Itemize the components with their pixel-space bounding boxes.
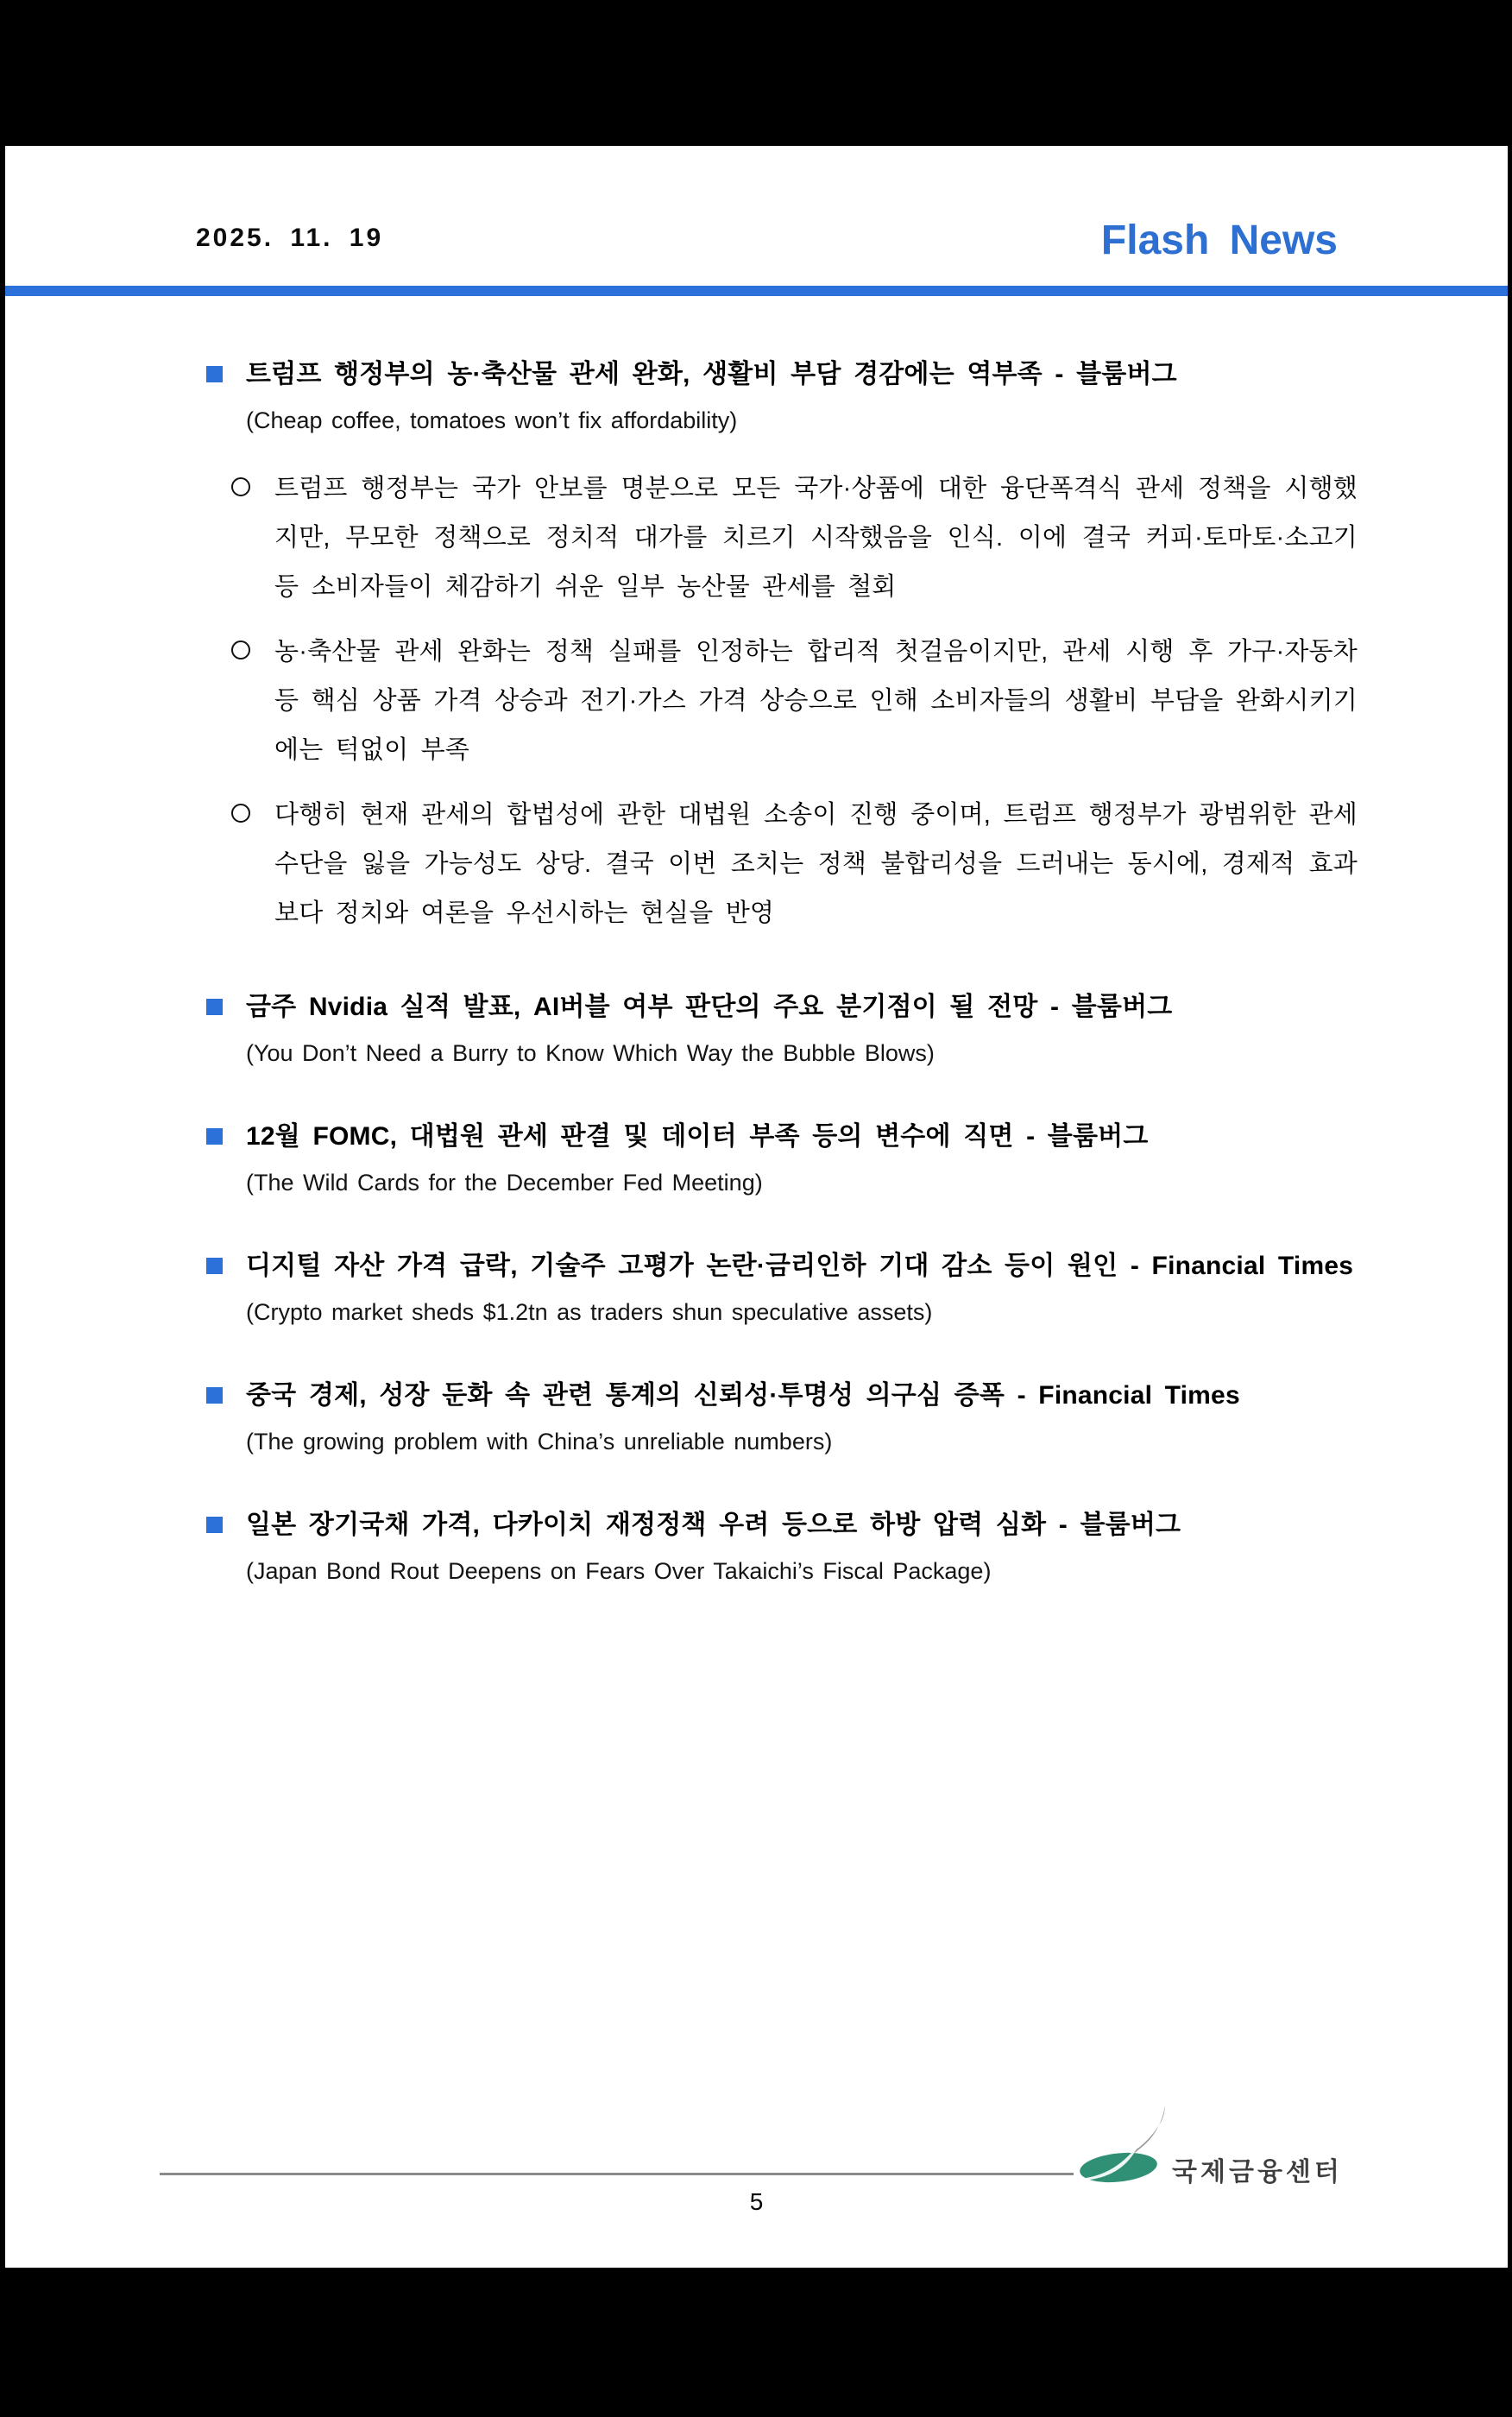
circle-bullet-icon [231,804,250,823]
news-subtitle-en: (Crypto market sheds $1.2tn as traders shun speculative assets) [246,1299,933,1325]
sub-bullet-item [231,628,1358,775]
news-item-headline-row [206,1250,1358,1283]
square-bullet-icon [206,999,223,1015]
news-item [206,358,1358,938]
kcif-logo-text: 국제금융센터 [1172,2158,1343,2187]
square-bullet-icon [206,366,223,382]
circle-bullet-icon [231,477,250,496]
kcif-logo-icon [1075,2102,1172,2184]
footer-divider [160,2173,1074,2175]
circle-bullet-icon [231,641,250,659]
news-item-headline-row [206,358,1358,391]
news-item [206,1250,1358,1327]
news-item-headline-row [206,991,1358,1024]
news-subtitle-en: (Japan Bond Rout Deepens on Fears Over Takaichi’s Fiscal Package) [246,1558,992,1584]
news-list [206,358,1358,1586]
news-headline: 트럼프 행정부의 농·축산물 관세 완화, 생활비 부담 경감에는 역부족 - 블룸버그 [246,360,1177,388]
news-item [206,1120,1358,1197]
sub-bullet-item [231,464,1358,612]
page-number: 5 [749,2188,764,2215]
news-subtitle-en: (You Don’t Need a Burry to Know Which Way the Bubble Blows) [246,1040,935,1066]
square-bullet-icon [206,1128,223,1145]
flash-news-title: Flash News [1100,218,1338,263]
sub-bullet-text: 다행히 현재 관세의 합법성에 관한 대법원 소송이 진행 중이며, 트럼프 행정부가 광범위한 관세 수단을 잃을 가능성도 상당. 결국 이번 조치는 정책 불합리성을 드러내는 동시에, 경제적 효과보다 정치와 여론을 우선시하는 현실을 반영 [274,801,1358,927]
document-page [5,146,1508,2268]
square-bullet-icon [206,1517,223,1533]
news-item-headline-row [206,1509,1358,1542]
news-item-headline-row [206,1379,1358,1412]
news-item-headline-row [206,1120,1358,1153]
square-bullet-icon [206,1387,223,1404]
news-subtitle-en: (The growing problem with China’s unreliable numbers) [246,1429,833,1455]
news-headline: 일본 장기국채 가격, 다카이치 재정정책 우려 등으로 하방 압력 심화 - 블룸버그 [246,1511,1181,1539]
news-subtitle-en: (Cheap coffee, tomatoes won’t fix affordability) [246,407,738,433]
document-date: 2025. 11. 19 [196,224,384,252]
news-headline: 12월 FOMC, 대법원 관세 판결 및 데이터 부족 등의 변수에 직면 - 블룸버그 [246,1122,1149,1151]
news-headline: 디지털 자산 가격 급락, 기술주 고평가 논란·금리인하 기대 감소 등이 원인 - Financial Times [246,1252,1354,1280]
header-divider [5,286,1508,296]
sub-bullet-text: 트럼프 행정부는 국가 안보를 명분으로 모든 국가·상품에 대한 융단폭격식 관세 정책을 시행했지만, 무모한 정책으로 정치적 대가를 치르기 시작했음을 인식. 이에 결국 커피·토마토·소고기 등 소비자들이 체감하기 쉬운 일부 농산물 관세를 철회 [274,475,1358,601]
news-item [206,991,1358,1068]
square-bullet-icon [206,1258,223,1274]
sub-bullet-item [231,791,1358,938]
news-subtitle-en: (The Wild Cards for the December Fed Meeting) [246,1170,763,1196]
news-headline: 금주 Nvidia 실적 발표, AI버블 여부 판단의 주요 분기점이 될 전망 - 블룸버그 [246,993,1173,1021]
news-item [206,1509,1358,1586]
sub-bullet-text: 농·축산물 관세 완화는 정책 실패를 인정하는 합리적 첫걸음이지만, 관세 시행 후 가구·자동차 등 핵심 상품 가격 상승과 전기·가스 가격 상승으로 인해 소비자들의 생활비 부담을 완화시키기에는 턱없이 부족 [274,638,1358,764]
news-item [206,1379,1358,1456]
news-headline: 중국 경제, 성장 둔화 속 관련 통계의 신뢰성·투명성 의구심 증폭 - Financial Times [246,1381,1240,1410]
